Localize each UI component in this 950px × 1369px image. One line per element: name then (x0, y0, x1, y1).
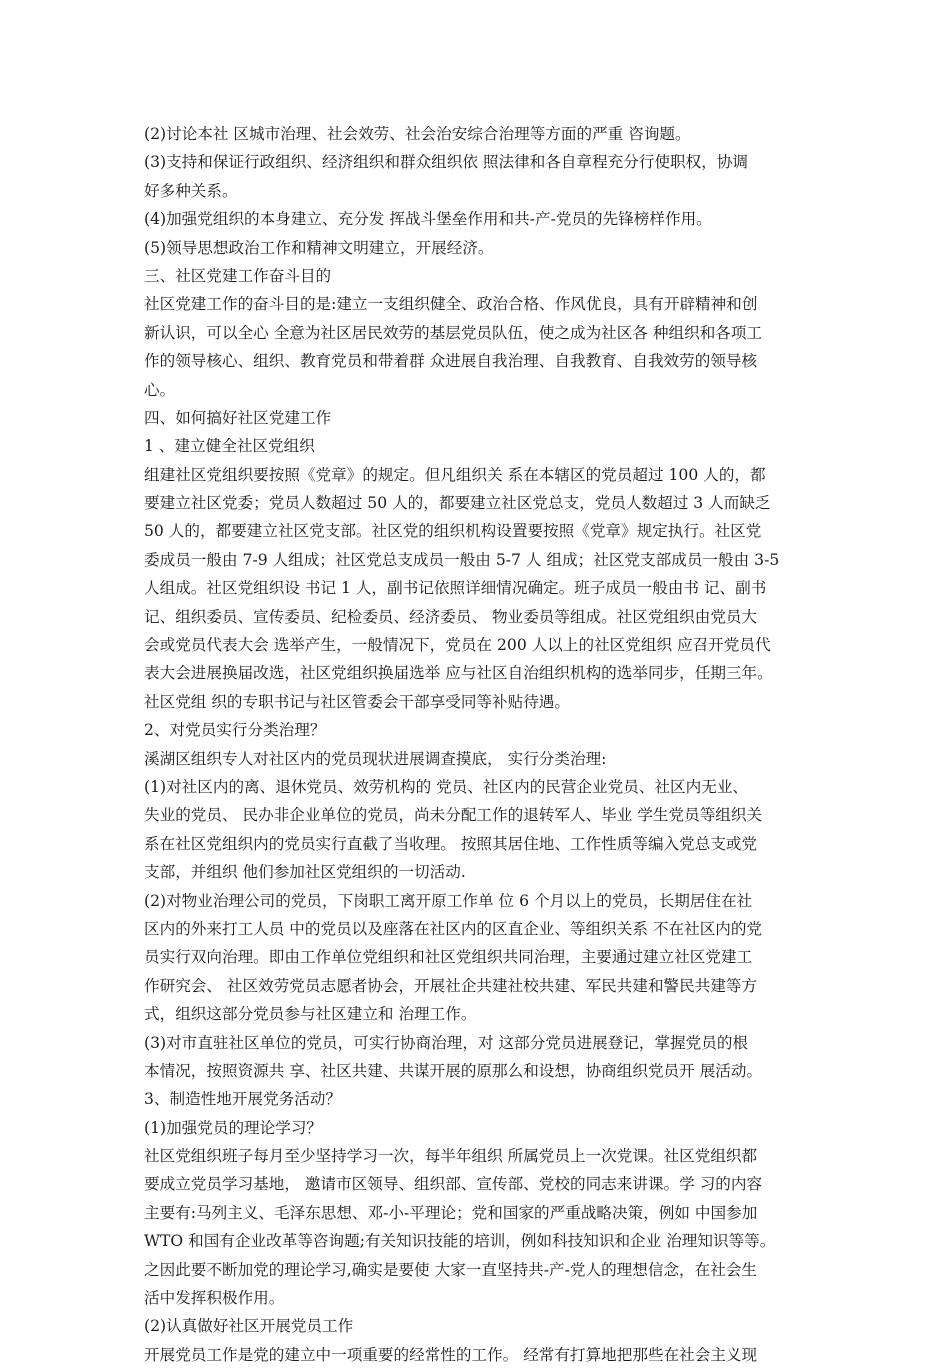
text-line: 失业的党员、 民办非企业单位的党员，尚未分配工作的退转军人、毕业 学生党员等组织关 (144, 806, 763, 825)
text-line: 心。 (144, 380, 176, 399)
text-line: 式，组织这部分党员参与社区建立和 治理工作。 (144, 1005, 477, 1024)
text-line: 新认识，可以全心 全意为社区居民效劳的基层党员队伍，使之成为社区各 种组织和各项工 (144, 323, 763, 342)
text-line: 好多种关系。 (144, 181, 238, 200)
document-body (144, 120, 816, 1369)
text-line: (2)对物业治理公司的党员，下岗职工离开原工作单 位 6 个月以上的党员，长期居住在社 (144, 891, 753, 910)
text-line: (3)对市直驻社区单位的党员，可实行协商治理，对 这部分党员进展登记，掌握党员的根 (144, 1033, 749, 1052)
text-line: (2)讨论本社 区城市治理、社会效劳、社会治安综合治理等方面的严重 咨询题。 (144, 125, 691, 143)
section-heading: 四、如何搞好社区党建工作 (144, 408, 332, 427)
text-line: (4)加强党组织的本身建立、充分发 挥战斗堡垒作用和共-产-党员的先锋榜样作用。 (144, 210, 712, 229)
text-line: 员实行双向治理。即由工作单位党组织和社区党组织共同治理，主要通过建立社区党建工 (144, 948, 753, 967)
text-line: (2)认真做好社区开展党员工作 (144, 1317, 354, 1336)
text-line: 系在社区党组织内的党员实行直截了当收理。 按照其居住地、工作性质等编入党总支或党 (144, 834, 758, 853)
text-line: 要成立党员学习基地， 邀请市区领导、组织部、宣传部、党校的同志来讲课。学 习的内容 (144, 1175, 763, 1194)
text-line: 记、组织委员、宣传委员、纪检委员、经济委员、 物业委员等组成。社区党组织由党员大 (144, 607, 758, 626)
text-line: 之因此要不断加党的理论学习,确实是要使 大家一直坚持共-产-党人的理想信念，在社会生 (144, 1260, 758, 1279)
subsection-heading: 1 、建立健全社区党组织 (144, 437, 315, 456)
text-line: 要建立社区党委；党员人数超过 50 人的，都要建立社区党总支，党员人数超过 3 人而缺乏 (144, 494, 771, 513)
text-line: 组建社区党组织要按照《党章》的规定。但凡组织关 系在本辖区的党员超过 100 人的，都 (144, 465, 766, 484)
text-line: 活中发挥积极作用。 (144, 1289, 285, 1308)
text-line: 作研究会、 社区效劳党员志愿者协会，开展社企共建社校共建、军民共建和警民共建等方 (144, 976, 758, 995)
text-line: 社区党组织班子每月至少坚持学习一次，每半年组织 所属党员上一次党课。社区党组织都 (144, 1147, 758, 1166)
text-line: 社区党建工作的奋斗目的是:建立一支组织健全、政治合格、作风优良，具有开辟精神和创 (144, 295, 758, 314)
text-line: 区内的外来打工人员 中的党员以及座落在社区内的区直企业、等组织关系 不在社区内的党 (144, 919, 763, 938)
text-line: 作的领导核心、组织、教育党员和带着群 众进展自我治理、自我教育、自我效劳的领导核 (144, 352, 758, 371)
text-line: (1)加强党员的理论学习？ (144, 1118, 323, 1137)
text-line: 会或党员代表大会 选举产生，一般情况下，党员在 200 人以上的社区党组织 应召开党员代 (144, 636, 771, 655)
text-line: 50 人的，都要建立社区党支部。社区党的组织机构设置要按照《党章》规定执行。社区党 (144, 522, 762, 541)
text-line: 表大会进展换届改选，社区党组织换届选举 应与社区自治组织机构的选举同步，任期三年。 (144, 664, 773, 683)
text-line: 支部，并组织 他们参加社区党组织的一切活动. (144, 863, 466, 882)
text-line: 本情况，按照资源共 享、社区共建、共谋开展的原那么和设想，协商组织党员开 展活动。 (144, 1061, 763, 1080)
subsection-heading: 3、制造性地开展党务活动？ (144, 1090, 342, 1109)
text-line: (5)领导思想政治工作和精神文明建立，开展经济。 (144, 238, 494, 257)
text-line: 委成员一般由 7-9 人组成；社区党总支成员一般由 5-7 人 组成；社区党支部成员一般由 3-5 (144, 550, 780, 569)
text-line: 开展党员工作是党的建立中一项重要的经常性的工作。 经常有打算地把那些在社会主义现 (144, 1345, 758, 1364)
text-line: WTO 和国有企业改革等咨询题;有关知识技能的培训，例如科技知识和企业 治理知识等等。 (144, 1232, 776, 1251)
text-line: (3)支持和保证行政组织、经济组织和群众组织依 照法律和各自章程充分行使职权，协调 (144, 153, 749, 172)
section-heading: 三、社区党建工作奋斗目的 (144, 266, 332, 285)
text-line: 人组成。社区党组织设 书记 1 人，副书记依照详细情况确定。班子成员一般由书 记、副书 (144, 579, 767, 598)
text-line: 溪湖区组织专人对社区内的党员现状进展调查摸底， 实行分类治理: (144, 749, 607, 768)
text-line: 主要有:马列主义、毛泽东思想、邓-小-平理论；党和国家的严重战略决策，例如 中国参加 (144, 1203, 758, 1222)
subsection-heading: 2、对党员实行分类治理？ (144, 721, 326, 740)
text-line: (1)对社区内的离、退休党员、效劳机构的 党员、社区内的民营企业党员、社区内无业、 (144, 777, 749, 796)
text-line: 社区党组 织的专职书记与社区管委会干部享受同等补贴待遇。 (144, 692, 570, 711)
